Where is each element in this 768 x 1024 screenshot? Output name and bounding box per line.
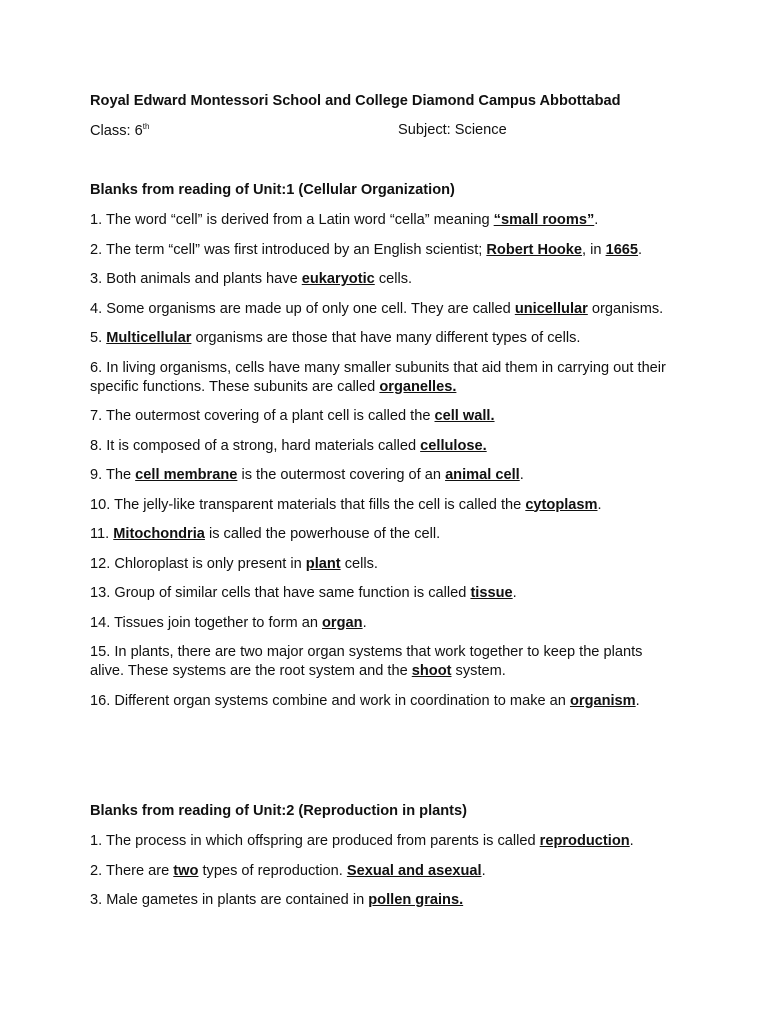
question-text: . bbox=[512, 585, 517, 601]
question-text: . bbox=[519, 467, 524, 483]
question-item bbox=[90, 407, 680, 426]
question-text: . bbox=[629, 833, 634, 849]
answer-text: pollen grains. bbox=[368, 892, 464, 908]
unit2-section bbox=[90, 802, 680, 921]
answer-text: Mitochondria bbox=[113, 526, 205, 542]
question-text: cells. bbox=[374, 271, 413, 287]
question-text: . bbox=[635, 692, 640, 709]
question-text: is called the powerhouse of the cell. bbox=[204, 526, 441, 542]
question-item bbox=[90, 329, 680, 348]
question-item bbox=[90, 555, 680, 574]
answer-text: cell wall. bbox=[434, 408, 495, 424]
question-item bbox=[90, 614, 680, 633]
answer-text: Robert Hooke bbox=[486, 241, 583, 258]
answer-text: Multicellular bbox=[106, 330, 192, 346]
question-text: 8. It is composed of a strong, hard materials called bbox=[90, 437, 421, 454]
question-text: 1. The process in which offspring are produced from parents is called bbox=[90, 833, 540, 849]
answer-text: eukaryotic bbox=[301, 271, 375, 287]
question-item bbox=[90, 466, 680, 485]
class-text: Class: 6 bbox=[90, 123, 143, 139]
question-item bbox=[90, 211, 680, 230]
answer-text: organelles. bbox=[379, 378, 457, 395]
question-item bbox=[90, 832, 680, 851]
question-item bbox=[90, 437, 680, 456]
question-item bbox=[90, 359, 680, 397]
question-text: 13. Group of similar cells that have same function is called bbox=[90, 585, 471, 601]
unit1-section bbox=[90, 181, 680, 721]
question-text: 12. Chloroplast is only present in bbox=[90, 555, 306, 572]
unit2-heading: Blanks from reading of Unit:2 (Reproduction in plants) bbox=[90, 803, 468, 819]
question-text: 16. Different organ systems combine and work in coordination to make an bbox=[90, 692, 570, 709]
question-item bbox=[90, 300, 680, 319]
subject-label: Subject: Science bbox=[398, 122, 507, 138]
answer-text: plant bbox=[305, 555, 341, 572]
question-item bbox=[90, 241, 680, 260]
question-text: 3. Male gametes in plants are contained in bbox=[90, 892, 369, 908]
question-text: 2. There are bbox=[90, 862, 174, 879]
unit1-items bbox=[90, 211, 680, 711]
question-text: . bbox=[638, 241, 643, 258]
question-text: , in bbox=[582, 241, 606, 258]
answer-text: reproduction bbox=[539, 833, 630, 849]
question-text: 6. In living organisms, cells have many smaller subunits that aid them in carrying out their specific functions. These subunits are called bbox=[90, 359, 666, 395]
unit1-heading: Blanks from reading of Unit:1 (Cellular Organization) bbox=[90, 182, 455, 198]
question-text: 9. The bbox=[90, 467, 136, 483]
answer-text: cytoplasm bbox=[525, 496, 598, 513]
answer-text: “small rooms” bbox=[493, 212, 595, 228]
question-item bbox=[90, 270, 680, 289]
question-item bbox=[90, 891, 680, 910]
question-text: 5. bbox=[90, 330, 107, 346]
answer-text: 1665 bbox=[605, 241, 639, 258]
answer-text: shoot bbox=[411, 663, 452, 679]
answer-text: tissue bbox=[470, 585, 513, 601]
question-item bbox=[90, 692, 680, 711]
question-text: . bbox=[481, 862, 486, 879]
question-text: 15. In plants, there are two major organ systems that work together to keep the plants alive. These systems are the root system and the bbox=[90, 644, 643, 679]
question-text: 11. bbox=[90, 526, 114, 542]
class-suffix: th bbox=[142, 122, 150, 131]
class-label bbox=[90, 122, 149, 139]
document-title: Royal Edward Montessori School and College Diamond Campus Abbottabad bbox=[90, 93, 621, 109]
question-text: 4. Some organisms are made up of only one cell. They are called bbox=[90, 300, 515, 317]
question-text: organisms are those that have many different types of cells. bbox=[191, 330, 581, 346]
question-text: organisms. bbox=[587, 300, 664, 317]
question-text: cells. bbox=[340, 555, 378, 572]
question-text: . bbox=[594, 212, 599, 228]
answer-text: organism bbox=[569, 692, 636, 709]
question-item bbox=[90, 525, 680, 544]
answer-text: unicellular bbox=[514, 300, 588, 317]
answer-text: organ bbox=[322, 614, 363, 631]
question-text: is the outermost covering of an bbox=[237, 467, 446, 483]
answer-text: animal cell bbox=[445, 467, 520, 483]
question-text: 10. The jelly-like transparent materials that fills the cell is called the bbox=[90, 496, 526, 513]
question-text: 3. Both animals and plants have bbox=[90, 271, 302, 287]
question-item bbox=[90, 862, 680, 881]
question-item bbox=[90, 643, 680, 681]
answer-text: cellulose. bbox=[420, 437, 487, 454]
question-text: . bbox=[362, 614, 367, 631]
question-text: 2. The term “cell” was first introduced by an English scientist; bbox=[90, 241, 487, 258]
answer-text: Sexual and asexual bbox=[346, 862, 482, 879]
question-item bbox=[90, 496, 680, 515]
question-text: 1. The word “cell” is derived from a Latin word “cella” meaning bbox=[90, 212, 494, 228]
unit2-items bbox=[90, 832, 680, 910]
question-text: 7. The outermost covering of a plant cell is called the bbox=[90, 408, 435, 424]
question-text: types of reproduction. bbox=[198, 862, 347, 879]
question-text: 14. Tissues join together to form an bbox=[90, 614, 323, 631]
answer-text: two bbox=[173, 862, 199, 879]
question-text: system. bbox=[451, 663, 506, 679]
question-text: . bbox=[597, 496, 602, 513]
answer-text: cell membrane bbox=[135, 467, 238, 483]
question-item bbox=[90, 584, 680, 603]
